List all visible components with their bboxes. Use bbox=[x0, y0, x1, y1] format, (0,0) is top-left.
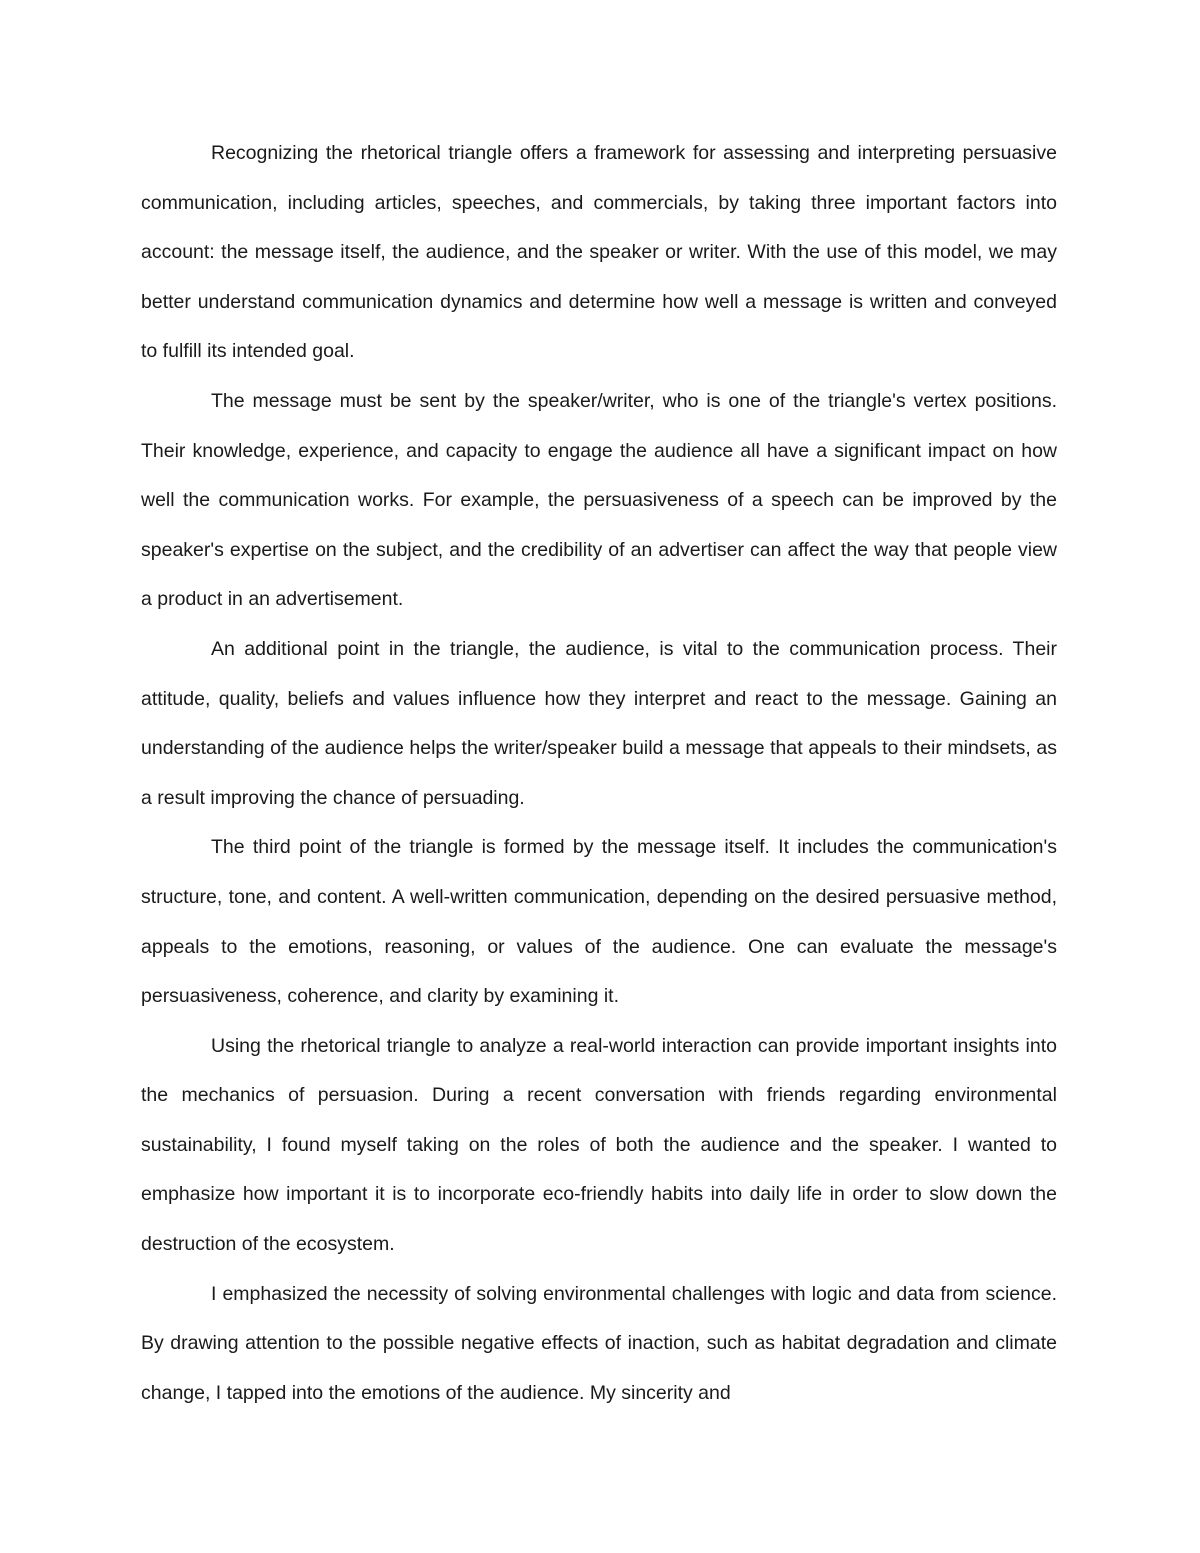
paragraph-1: Recognizing the rhetorical triangle offers a framework for assessing and interpreting persuasive communication, including articles, speeches, and commercials, by taking three important factors into account: the message itself, the audience, and the speaker or writer. With the use of this model, we may better understand communication dynamics and determine how well a message is written and conveyed to fulfill its intended goal. bbox=[141, 142, 1057, 363]
body-text bbox=[141, 129, 1057, 1418]
paragraph-3: An additional point in the triangle, the audience, is vital to the communication process. Their attitude, quality, beliefs and values influence how they interpret and react to the message. Gaining an understanding of the audience helps the writer/speaker build a message that appeals to their mindsets, as a result improving the chance of persuading. bbox=[141, 637, 1057, 809]
paragraph-4: The third point of the triangle is formed by the message itself. It includes the communication's structure, tone, and content. A well-written communication, depending on the desired persuasive method, appeals to the emotions, reasoning, or values of the audience. One can evaluate the message's persuasiveness, coherence, and clarity by examining it. bbox=[141, 836, 1057, 1008]
paragraph-5: Using the rhetorical triangle to analyze a real-world interaction can provide important insights into the mechanics of persuasion. During a recent conversation with friends regarding environmental sustainability, I found myself taking on the roles of both the audience and the speaker. I wanted to emphasize how important it is to incorporate eco-friendly habits into daily life in order to slow down the destruction of the ecosystem. bbox=[141, 1034, 1057, 1256]
paragraph-2: The message must be sent by the speaker/writer, who is one of the triangle's vertex positions. Their knowledge, experience, and capacity to engage the audience all have a significant impact on how well the communication works. For example, the persuasiveness of a speech can be improved by the speaker's expertise on the subject, and the credibility of an advertiser can affect the way that people view a product in an advertisement. bbox=[141, 389, 1057, 611]
paragraph-6: I emphasized the necessity of solving environmental challenges with logic and data from science. By drawing attention to the possible negative effects of inaction, such as habitat degradation and climate change, I tapped into the emotions of the audience. My sincerity and bbox=[141, 1282, 1057, 1404]
